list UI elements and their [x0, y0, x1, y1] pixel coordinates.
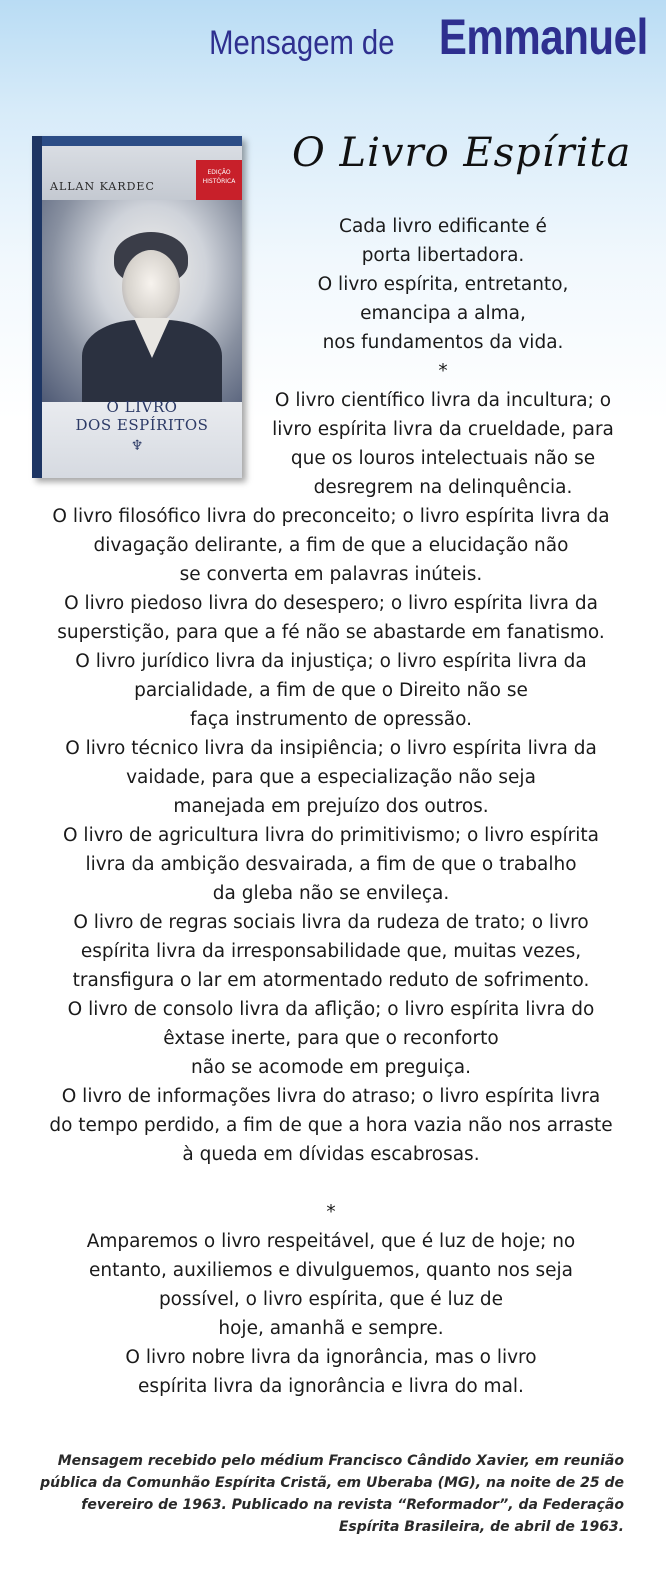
- message-line: espírita livra da ignorância e livra do mal.: [138, 1376, 524, 1397]
- message-line: entanto, auxiliemos e divulguemos, quanto nos seja: [88, 1260, 574, 1281]
- message-line: O livro científico livra da incultura; o: [274, 390, 612, 411]
- source-note-line: Mensagem recebido pelo médium Francisco Cândido Xavier, em reunião: [57, 1453, 624, 1469]
- message-line: possível, o livro espírita, que é luz de: [158, 1289, 504, 1310]
- message-line: porta libertadora.: [361, 245, 525, 266]
- book-title-line1: O LIVRO: [106, 398, 178, 416]
- message-line: da gleba não se envileça.: [212, 883, 450, 904]
- section-separator: *: [326, 1202, 336, 1223]
- message-line: hoje, amanhã e sempre.: [218, 1318, 444, 1339]
- message-line: O livro nobre livra da ignorância, mas o livro: [125, 1347, 537, 1368]
- message-line: O livro filosófico livra do preconceito; o livro espírita livra da: [52, 506, 610, 527]
- message-line: à queda em dívidas escabrosas.: [182, 1144, 480, 1165]
- message-line: O livro jurídico livra da injustiça; o livro espírita livra da: [75, 651, 587, 672]
- page-title: O Livro Espírita: [292, 130, 632, 176]
- message-line: transfigura o lar em atormentado reduto de sofrimento.: [72, 970, 590, 991]
- source-note-line: Espírita Brasileira, de abril de 1963.: [338, 1519, 624, 1535]
- message-line: manejada em prejuízo dos outros.: [173, 796, 489, 817]
- message-line: espírita livra da irresponsabilidade que, muitas vezes,: [80, 941, 582, 962]
- message-line: livro espírita livra da crueldade, para: [272, 419, 614, 440]
- message-line: O livro piedoso livra do desespero; o livro espírita livra da: [64, 593, 598, 614]
- message-line: não se acomode em preguiça.: [191, 1057, 471, 1078]
- header-prefix: Mensagem de: [208, 24, 395, 62]
- message-line: desregrem na delinquência.: [313, 477, 573, 498]
- message-body: [0, 212, 666, 1401]
- book-author: ALLAN KARDEC: [50, 180, 155, 193]
- message-line: livra da ambição desvairada, a fim de que o trabalho: [85, 854, 577, 875]
- message-line: faça instrumento de opressão.: [189, 709, 473, 730]
- paragraph-gap: [0, 1169, 666, 1198]
- book-edition-badge: EDIÇÃO HISTÓRICA: [196, 160, 242, 200]
- message-line: parcialidade, a fim de que o Direito não se: [134, 680, 528, 701]
- source-note-line: pública da Comunhão Espírita Cristã, em Uberaba (MG), na noite de 25 de: [40, 1475, 624, 1491]
- message-line: O livro de regras sociais livra da rudeza de trato; o livro: [73, 912, 589, 933]
- message-line: O livro espírita, entretanto,: [317, 274, 569, 295]
- message-line: se converta em palavras inúteis.: [179, 564, 483, 585]
- header: [0, 8, 648, 66]
- message-line: O livro técnico livra da insipiência; o livro espírita livra da: [65, 738, 597, 759]
- message-line: O livro de informações livra do atraso; o livro espírita livra: [61, 1086, 601, 1107]
- message-line: superstição, para que a fé não se abastarde em fanatismo.: [57, 622, 605, 643]
- message-line: nos fundamentos da vida.: [322, 332, 564, 353]
- message-line: divagação delirante, a fim de que a elucidação não: [93, 535, 569, 556]
- message-line: Amparemos o livro respeitável, que é luz de hoje; no: [86, 1231, 576, 1252]
- message-line: do tempo perdido, a fim de que a hora vazia não nos arraste: [49, 1115, 613, 1136]
- message-line: Cada livro edificante é: [339, 216, 547, 237]
- message-line: êxtase inerte, para que o reconforto: [163, 1028, 499, 1049]
- book-title-line2: DOS ESPÍRITOS: [75, 416, 209, 434]
- source-note-line: fevereiro de 1963. Publicado na revista “Reformador”, da Federação: [81, 1497, 624, 1513]
- book-publisher-logo-icon: ♆: [130, 438, 144, 454]
- header-author-name: Emmanuel: [438, 9, 648, 65]
- message-line: emancipa a alma,: [360, 303, 526, 324]
- message-line: O livro de agricultura livra do primitivismo; o livro espírita: [62, 825, 600, 846]
- message-line: que os louros intelectuais não se: [290, 448, 596, 469]
- message-line: vaidade, para que a especialização não seja: [126, 767, 536, 788]
- source-note: [20, 1450, 624, 1538]
- message-line: O livro de consolo livra da aflição; o livro espírita livra do: [67, 999, 595, 1020]
- section-separator: *: [438, 361, 448, 382]
